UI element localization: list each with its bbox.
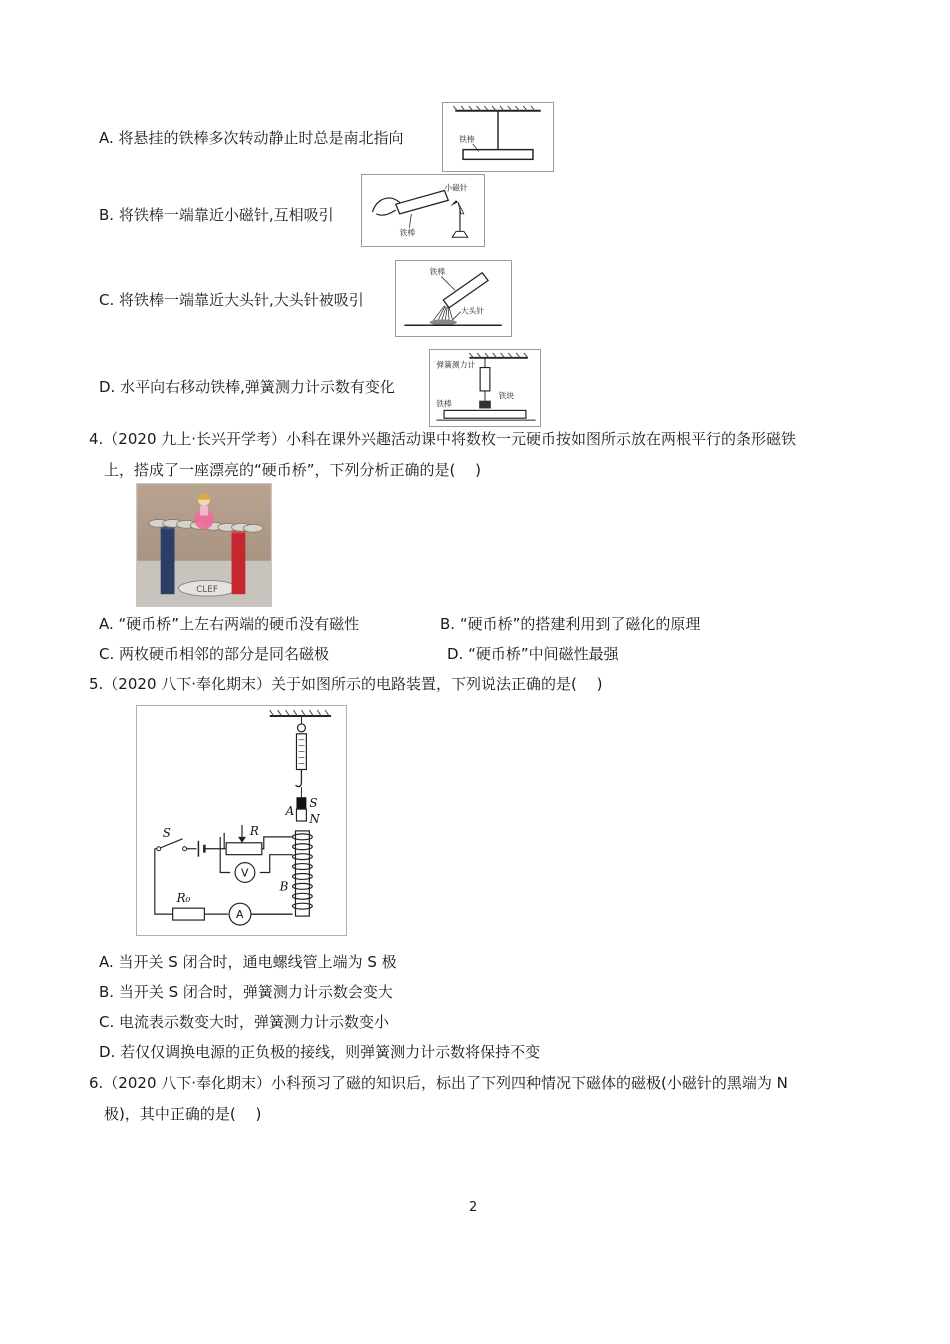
page-number: 2: [469, 1200, 478, 1215]
q3-figure-b-label-rod: 铁棒: [399, 228, 416, 238]
q5-option-a: A. 当开关 S 闭合时，通电螺线管上端为 S 极: [99, 953, 397, 971]
q5-figure-label-voltmeter: V: [241, 866, 249, 880]
q3-figure-a-label: 铁棒: [459, 134, 475, 144]
q6-stem-line2: 极)，其中正确的是( ): [104, 1105, 262, 1123]
q5-figure-label-r0: R₀: [176, 891, 191, 906]
q5-option-c: C. 电流表示数变大时，弹簧测力计示数变小: [99, 1013, 390, 1031]
q3-option-c: C. 将铁棒一端靠近大头针,大头针被吸引: [99, 291, 364, 309]
q3-option-a: A. 将悬挂的铁棒多次转动静止时总是南北指向: [99, 129, 404, 147]
q5-option-d: D. 若仅仅调换电源的正负极的接线，则弹簧测力计示数将保持不变: [99, 1043, 541, 1061]
q5-figure-label-r: R: [249, 823, 259, 838]
q6-stem-line1: 6.（2020 八下·奉化期末）小科预习了磁的知识后，标出了下列四种情况下磁体的磁极(小磁针的黑端为 N: [89, 1074, 788, 1092]
q3-figure-d-label-iron: 铁块: [498, 391, 515, 401]
q5-figure-label-b: B: [279, 879, 289, 894]
q3-figure-c-label-rod: 铁棒: [429, 267, 446, 277]
q3-figure-b-label-needle: 小磁针: [444, 183, 468, 193]
q5-figure-label-n-pole: N: [309, 811, 320, 826]
q4-stem-line2: 上，搭成了一座漂亮的“硬币桥”，下列分析正确的是( ): [104, 461, 482, 479]
svg-text:CLEF: CLEF: [196, 585, 218, 596]
q3-figure-d-label-scale: 弹簧测力计: [436, 360, 476, 370]
q5-figure-label-ammeter: A: [236, 908, 244, 922]
q5-figure-label-s-pole: S: [309, 796, 318, 811]
q4-option-c: C. 两枚硬币相邻的部分是同名磁极: [99, 645, 330, 663]
q3-option-d: D. 水平向右移动铁棒,弹簧测力计示数有变化: [99, 378, 395, 396]
q5-figure-label-switch: S: [162, 825, 171, 840]
coin-bridge-photo: [136, 483, 272, 607]
q3-figure-c: [395, 260, 512, 337]
q3-figure-b: [361, 174, 485, 247]
q3-figure-d: [429, 349, 541, 427]
q3-figure-a: [442, 102, 554, 172]
q5-figure-label-a: A: [285, 804, 295, 819]
q4-stem-line1: 4.（2020 九上·长兴开学考）小科在课外兴趣活动课中将数枚一元硬币按如图所示放在两根平行的条形磁铁: [89, 430, 797, 448]
q5-option-b: B. 当开关 S 闭合时，弹簧测力计示数会变大: [99, 983, 393, 1001]
q4-option-b: B. “硬币桥”的搭建利用到了磁化的原理: [440, 615, 701, 633]
q5-stem: 5.（2020 八下·奉化期末）关于如图所示的电路装置，下列说法正确的是( ): [89, 675, 603, 693]
q5-circuit-figure: [136, 705, 347, 936]
q3-figure-c-label-pins: 大头针: [460, 306, 485, 316]
q3-option-b: B. 将铁棒一端靠近小磁针,互相吸引: [99, 206, 334, 224]
q4-option-a: A. “硬币桥”上左右两端的硬币没有磁性: [99, 615, 360, 633]
q3-figure-d-label-rod: 铁棒: [436, 399, 452, 409]
q4-option-d: D. “硬币桥”中间磁性最强: [447, 645, 619, 663]
